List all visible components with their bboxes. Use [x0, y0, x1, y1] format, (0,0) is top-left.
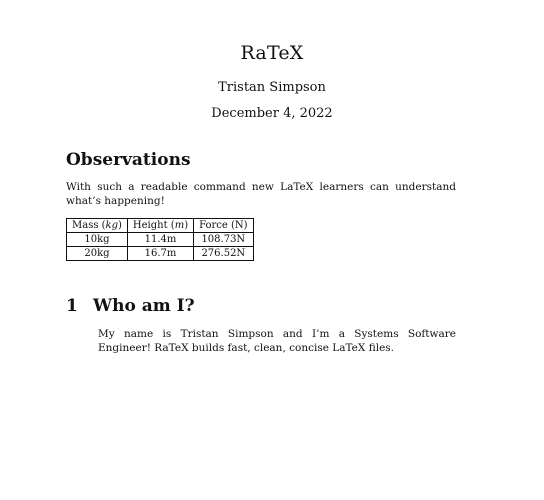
- section-heading: [66, 296, 195, 316]
- document-title: RaTeX: [240, 42, 304, 64]
- table-cell: 16.7m: [127, 247, 193, 261]
- section-title: Who am I?: [93, 296, 195, 316]
- document-author: Tristan Simpson: [218, 80, 326, 95]
- table-cell: 20kg: [67, 247, 128, 261]
- observations-heading: Observations: [66, 150, 191, 170]
- table-header-height: Height (m): [127, 219, 193, 233]
- observations-paragraph: With such a readable command new LaTeX learners can understand what’s happening!: [66, 181, 456, 207]
- section-number: 1: [66, 296, 78, 316]
- table-cell: 276.52N: [194, 247, 253, 261]
- table-row: [67, 247, 254, 261]
- table-cell: 11.4m: [127, 233, 193, 247]
- table-cell: 108.73N: [194, 233, 253, 247]
- table-cell: 10kg: [67, 233, 128, 247]
- table-header-force: Force (N): [194, 219, 253, 233]
- data-table: [66, 218, 254, 261]
- table-header-mass: Mass (kg): [67, 219, 128, 233]
- document-date: December 4, 2022: [211, 106, 333, 121]
- table-header-row: [67, 219, 254, 233]
- section-paragraph: My name is Tristan Simpson and I’m a Systems Software Engineer! RaTeX builds fast, clean, concise LaTeX files.: [98, 328, 456, 354]
- table-row: [67, 233, 254, 247]
